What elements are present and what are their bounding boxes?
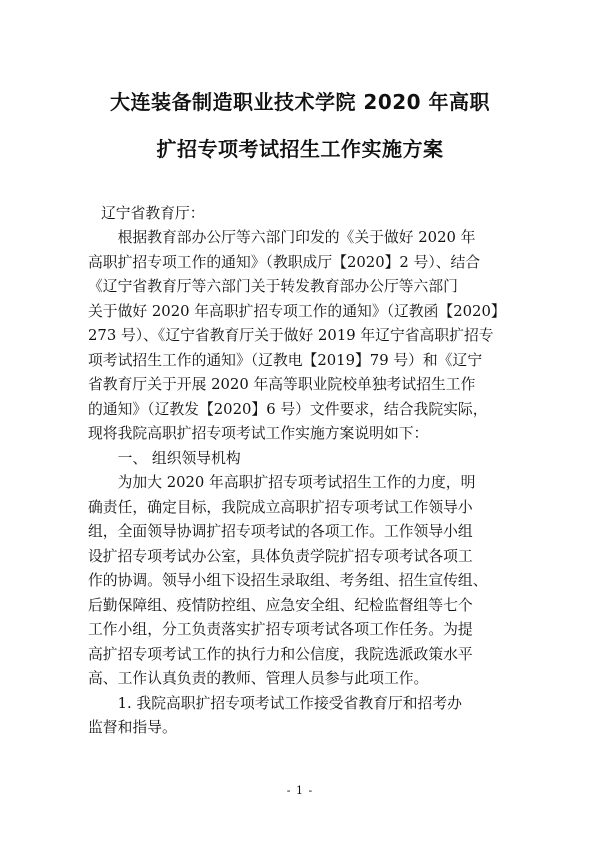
body-line: 《辽宁省教育厅等六部门关于转发教育部办公厅等六部门 <box>88 278 458 295</box>
body-line: 现将我院高职扩招专项考试工作实施方案说明如下： <box>88 425 429 442</box>
body-line: 设扩招专项考试办公室，具体负责学院扩招专项考试各项工 <box>88 547 473 565</box>
body-line: 后勤保障组、疫情防控组、应急安全组、纪检监督组等七个 <box>88 596 473 614</box>
body-line: 组，全面领导协调扩招专项考试的各项工作。工作领导小组 <box>88 523 473 540</box>
body-line: 高职扩招专项工作的通知》（教职成厅【2020】2 号）、结合 <box>88 253 481 271</box>
body-line: 作的协调。领导小组下设招生录取组、考务组、招生宣传组、 <box>88 572 488 589</box>
salutation: 辽宁省教育厅： <box>101 205 205 222</box>
numbered-item: 1. 我院高职扩招专项考试工作接受省教育厅和招考办 <box>88 694 462 712</box>
body-line: 监督和指导。 <box>88 719 177 736</box>
body-line: 关于做好 2020 年高职扩招专项工作的通知》（辽教函【2020】 <box>88 302 506 320</box>
body-line: 高、工作认真负责的教师、管理人员参与此项工作。 <box>88 670 429 687</box>
body-line: 273 号）、《辽宁省教育厅关于做好 2019 年辽宁省高职扩招专 <box>88 327 494 344</box>
section-heading: 一、 组织领导机构 <box>88 449 241 467</box>
body-line: 根据教育部办公厅等六部门印发的《关于做好 2020 年 <box>88 229 476 246</box>
page-number: - 1 - <box>286 784 314 797</box>
body-line: 省教育厅关于开展 2020 年高等职业院校单独考试招生工作 <box>88 376 476 393</box>
body-line: 项考试招生工作的通知》（辽教电【2019】79 号）和《辽宁 <box>88 351 483 369</box>
body-line: 的通知》（辽教发【2020】6 号）文件要求，结合我院实际， <box>88 400 488 418</box>
body-line: 确责任，确定目标，我院成立高职扩招专项考试工作领导小 <box>88 498 473 516</box>
document-title-line-2: 扩招专项考试招生工作实施方案 <box>156 137 444 161</box>
document-body <box>88 226 520 741</box>
body-line: 高扩招专项考试工作的执行力和公信度，我院选派政策水平 <box>88 645 473 663</box>
body-line: 工作小组，分工负责落实扩招专项考试各项工作任务。为提 <box>88 621 473 638</box>
body-line: 为加大 2020 年高职扩招专项考试招生工作的力度，明 <box>88 474 476 491</box>
document-title-line-1: 大连装备制造职业技术学院 2020 年高职 <box>109 90 491 114</box>
